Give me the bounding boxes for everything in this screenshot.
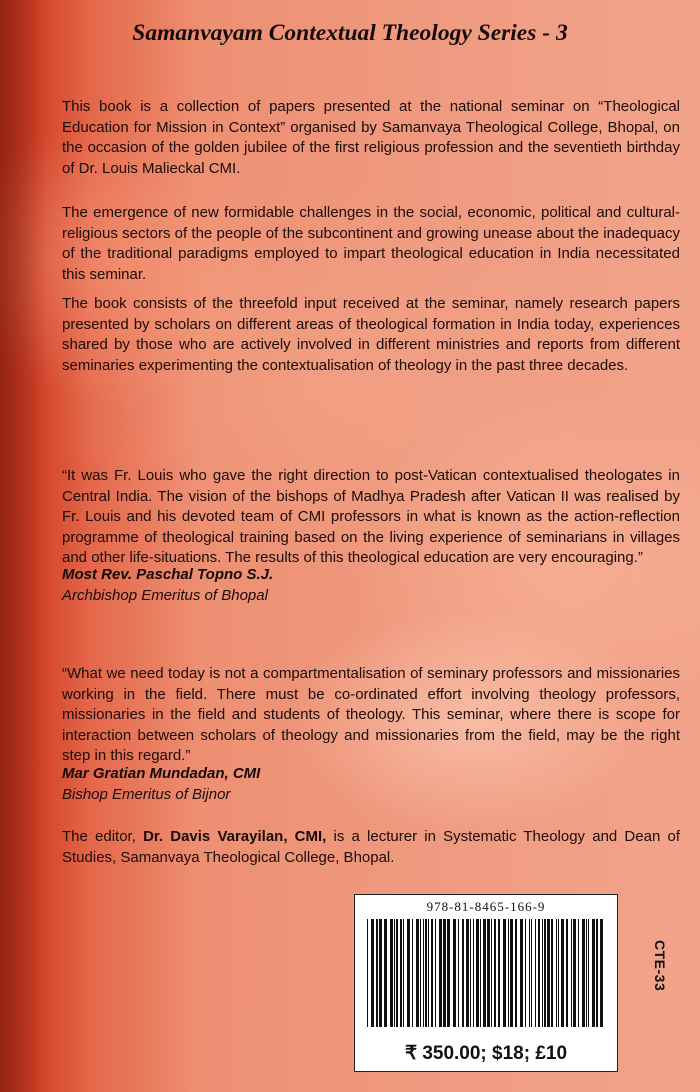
quote-topno: “It was Fr. Louis who gave the right direction to post-Vatican contextualised theologates in Central India. The vision of the bishops of Madhya Pradesh after Vatican II was realised by Fr. Louis and his devoted team of CMI professors in what is known as the action-reflection programme of theological training based on the living experience of seminarians in villages and other life-situations. The results of this theological education are very encouraging.” <box>62 467 680 566</box>
isbn-number: 978-81-8465-166-9 <box>426 899 546 914</box>
editor-name: Dr. Davis Varayilan, CMI, <box>143 828 327 845</box>
price-label: ₹ 350.00; $18; £10 <box>404 1043 568 1064</box>
quote-topno-author: Most Rev. Paschal Topno S.J. <box>62 566 274 583</box>
editor-paragraph <box>62 827 680 868</box>
intro-paragraph: This book is a collection of papers presented at the national seminar on “Theological Education for Mission in Context” organised by Samanvaya Theological College, Bhopal, on the occasion of the golden jubilee of the first religious profession and the seventieth birthday of Dr. Louis Malieckal CMI. <box>62 98 680 177</box>
quote-mundadan-author: Mar Gratian Mundadan, CMI <box>62 765 261 782</box>
editor-suffix: is a lecturer in Systematic Theology and Dean of Studies, Samanvaya Theological College, Bhopal. <box>62 828 680 866</box>
quote-topno-author-title: Archbishop Emeritus of Bhopal <box>62 587 268 604</box>
quote-mundadan: “What we need today is not a compartmentalisation of seminary professors and missionaries working in the field. There must be co-ordinated effort involving theology professors, missionaries in the field and students of theology. This seminar, where there is scope for interaction between scholars of theology and missionaries from the field, may be the right step in this regard.” <box>62 665 680 764</box>
quote-mundadan-author-title: Bishop Emeritus of Bijnor <box>62 786 231 803</box>
series-title: Samanvayam Contextual Theology Series - 3 <box>132 20 568 46</box>
contents-paragraph: The book consists of the threefold input received at the seminar, namely research papers presented by scholars on different areas of theological formation in India today, experiences shared by those who are actively involved in different ministries and reports from different seminaries experimenting the contextualisation of theology in the past three decades. <box>62 295 680 374</box>
catalog-code: CTE-33 <box>652 940 668 992</box>
barcode-icon <box>365 919 607 1027</box>
context-paragraph: The emergence of new formidable challenges in the social, economic, political and cultural-religious sectors of the people of the subcontinent and growing unease about the inadequacy of the traditional paradigms employed to impart theological education in India necessitated this seminar. <box>62 204 680 283</box>
barcode-label <box>354 894 618 1072</box>
editor-prefix: The editor, <box>62 828 144 845</box>
cover-edge-shadow <box>0 0 46 1092</box>
